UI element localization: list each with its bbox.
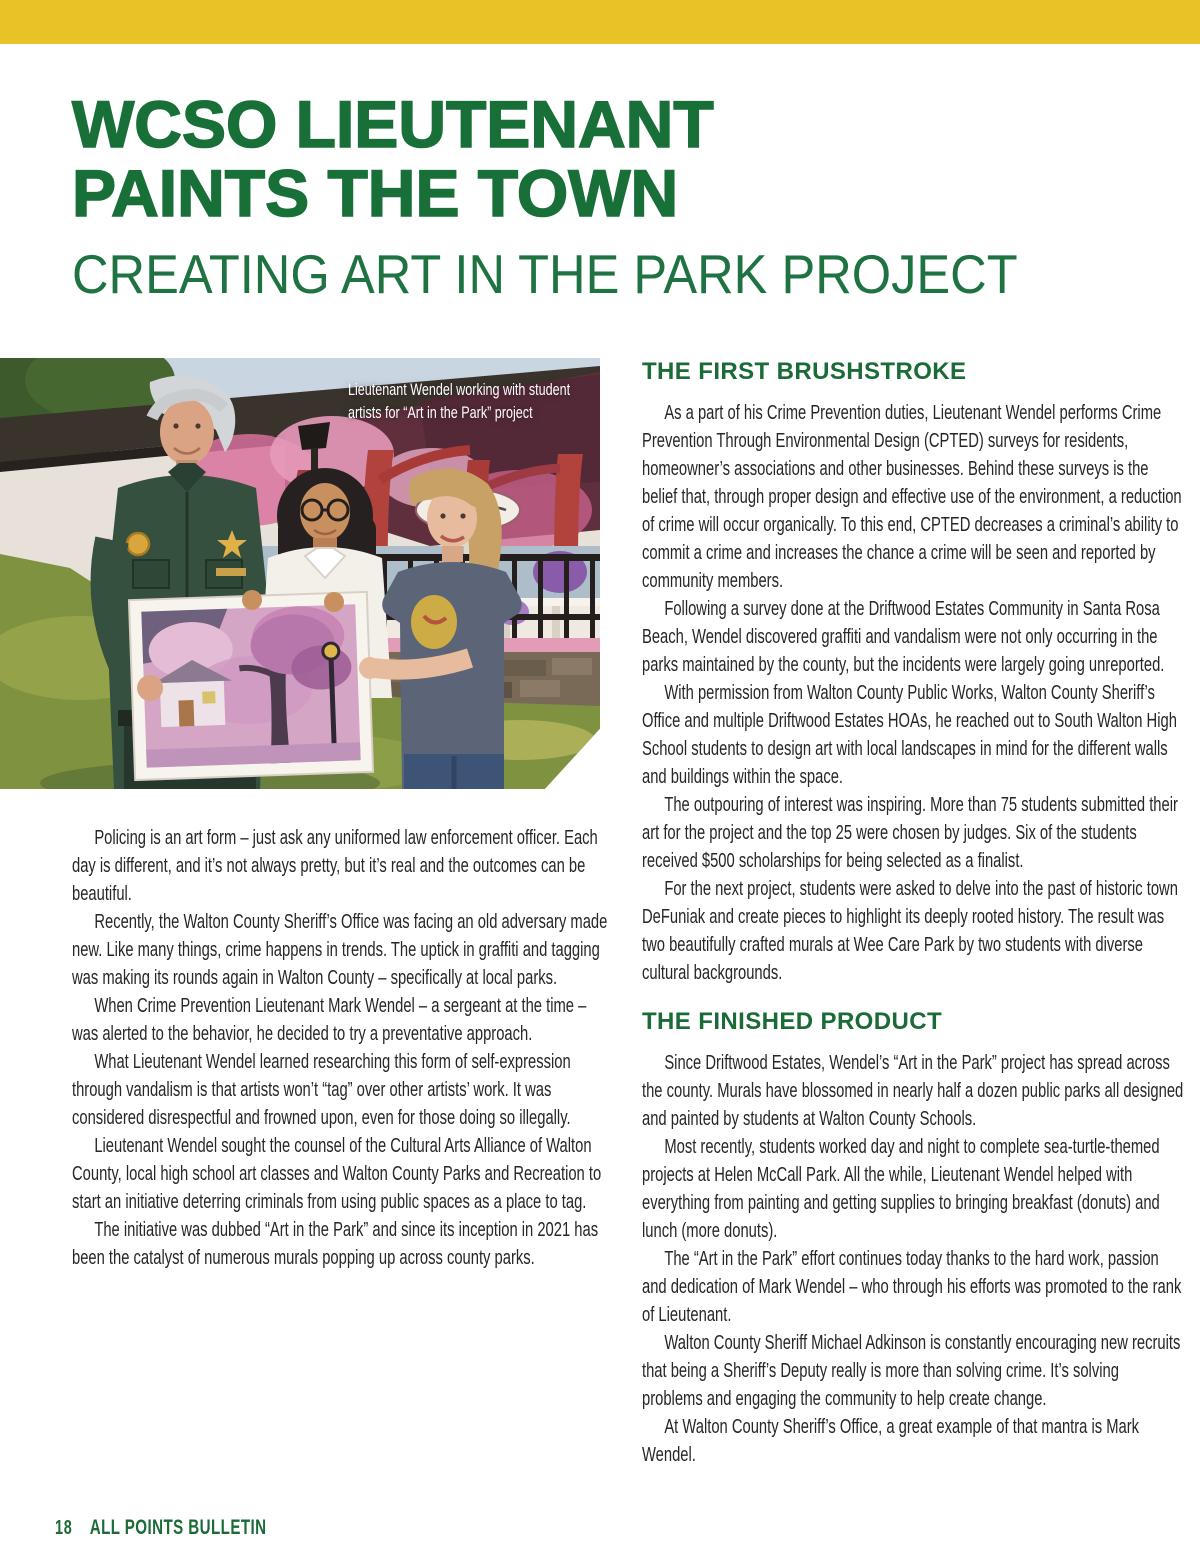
photo-caption (348, 379, 608, 424)
article-paragraph: Lieutenant Wendel sought the counsel of the Cultural Arts Alliance of Walton County, local high school art classes and Walton County Parks and Recreation to start an initiative deterring criminals from using public spaces as a place to tag. (72, 1134, 602, 1213)
photo-caption-line1: Lieutenant Wendel working with student (348, 380, 571, 399)
article-paragraph: Following a survey done at the Driftwood Estates Community in Santa Rosa Beach, Wendel discovered graffiti and vandalism were not only occurring in the parks maintained by the county, but the incidents were largely going unreported. (642, 597, 1165, 676)
article-paragraph: The initiative was dubbed “Art in the Park” and since its inception in 2021 has been the catalyst of numerous murals popping up across county parks. (72, 1218, 599, 1269)
article-paragraph: At Walton County Sheriff’s Office, a great example of that mantra is Mark Wendel. (642, 1415, 1140, 1466)
article-paragraph: Recently, the Walton County Sheriff’s Office was facing an old adversary made new. Like many things, crime happens in trends. The uptick in graffiti and tagging was making its rounds again in Walton County – specifically at local parks. (72, 910, 608, 989)
article-paragraph: The “Art in the Park” effort continues today thanks to the hard work, passion and dedication of Mark Wendel – who through his efforts was promoted to the rank of Lieutenant. (642, 1247, 1182, 1326)
page-footer (55, 1516, 349, 1540)
sections-column (642, 358, 1182, 1469)
page-subtitle: CREATING ART IN THE PARK PROJECT (72, 243, 1018, 305)
page-title-line1: WCSO LIEUTENANT (72, 87, 714, 161)
article-paragraph: Walton County Sheriff Michael Adkinson is constantly encouraging new recruits that being a Sheriff’s Deputy really is more than solving crime. It’s solving problems and engaging the community to help create change. (642, 1331, 1181, 1410)
photo-caption-line2: artists for “Art in the Park” project (348, 402, 533, 422)
top-accent-bar (0, 0, 1200, 44)
page-title-line2: PAINTS THE TOWN (72, 156, 679, 230)
article-paragraph: As a part of his Crime Prevention duties, Lieutenant Wendel performs Crime Prevention Through Environmental Design (CPTED) surveys for residents, homeowner’s associations and other businesses. Behind these surveys is the belief that, through proper design and effective use of the environment, a reduction of crime will occur organically. To this end, CPTED decreases a criminal’s ability to commit a crime and increases the chance a crime will be seen and reported by community members. (642, 401, 1182, 592)
page-title (72, 87, 1100, 230)
article-paragraph: Policing is an art form – just ask any uniformed law enforcement officer. Each day is different, and it’s not always pretty, but it’s real and the outcomes can be beautiful. (72, 826, 598, 905)
article-paragraph: For the next project, students were asked to delve into the past of historic town DeFuniak and create pieces to highlight its deeply rooted history. The result was two beautifully crafted murals at Wee Care Park by two students with diverse cultural backgrounds. (642, 877, 1178, 984)
article-paragraph: What Lieutenant Wendel learned researching this form of self-expression through vandalism is that artists won’t “tag” over other artists’ work. It was considered disrespectful and frowned upon, even for those doing so illegally. (72, 1050, 571, 1129)
publication-name: ALL POINTS BULLETIN (89, 1516, 267, 1539)
page-subtitle-wrap (72, 245, 1100, 303)
article-paragraph: When Crime Prevention Lieutenant Mark Wendel – a sergeant at the time – was alerted to the behavior, he decided to try a preventative approach. (72, 994, 587, 1045)
page-number: 18 (55, 1517, 73, 1539)
article-paragraph: With permission from Walton County Public Works, Walton County Sheriff’s Office and multiple Driftwood Estates HOAs, he reached out to South Walton High School students to design art with local landscapes in mind for the different walls and buildings within the space. (642, 681, 1177, 788)
intro-column (72, 824, 618, 1272)
student-painting (129, 592, 373, 780)
section-heading-finished-product: THE FINISHED PRODUCT (642, 1008, 943, 1035)
section-heading-first-brushstroke: THE FIRST BRUSHSTROKE (642, 358, 967, 385)
article-paragraph: Most recently, students worked day and night to complete sea-turtle-themed projects at Helen McCall Park. All the while, Lieutenant Wendel helped with everything from painting and getting supplies to bringing breakfast (donuts) and lunch (more donuts). (642, 1135, 1160, 1242)
article-header (72, 87, 1100, 305)
article-paragraph: Since Driftwood Estates, Wendel’s “Art in the Park” project has spread across the county. Murals have blossomed in nearly half a dozen public parks all designed and painted by students at Walton County Schools. (642, 1051, 1184, 1130)
article-paragraph: The outpouring of interest was inspiring. More than 75 students submitted their art for the project and the top 25 were chosen by judges. Six of the students received $500 scholarships for being selected as a finalist. (642, 793, 1178, 872)
